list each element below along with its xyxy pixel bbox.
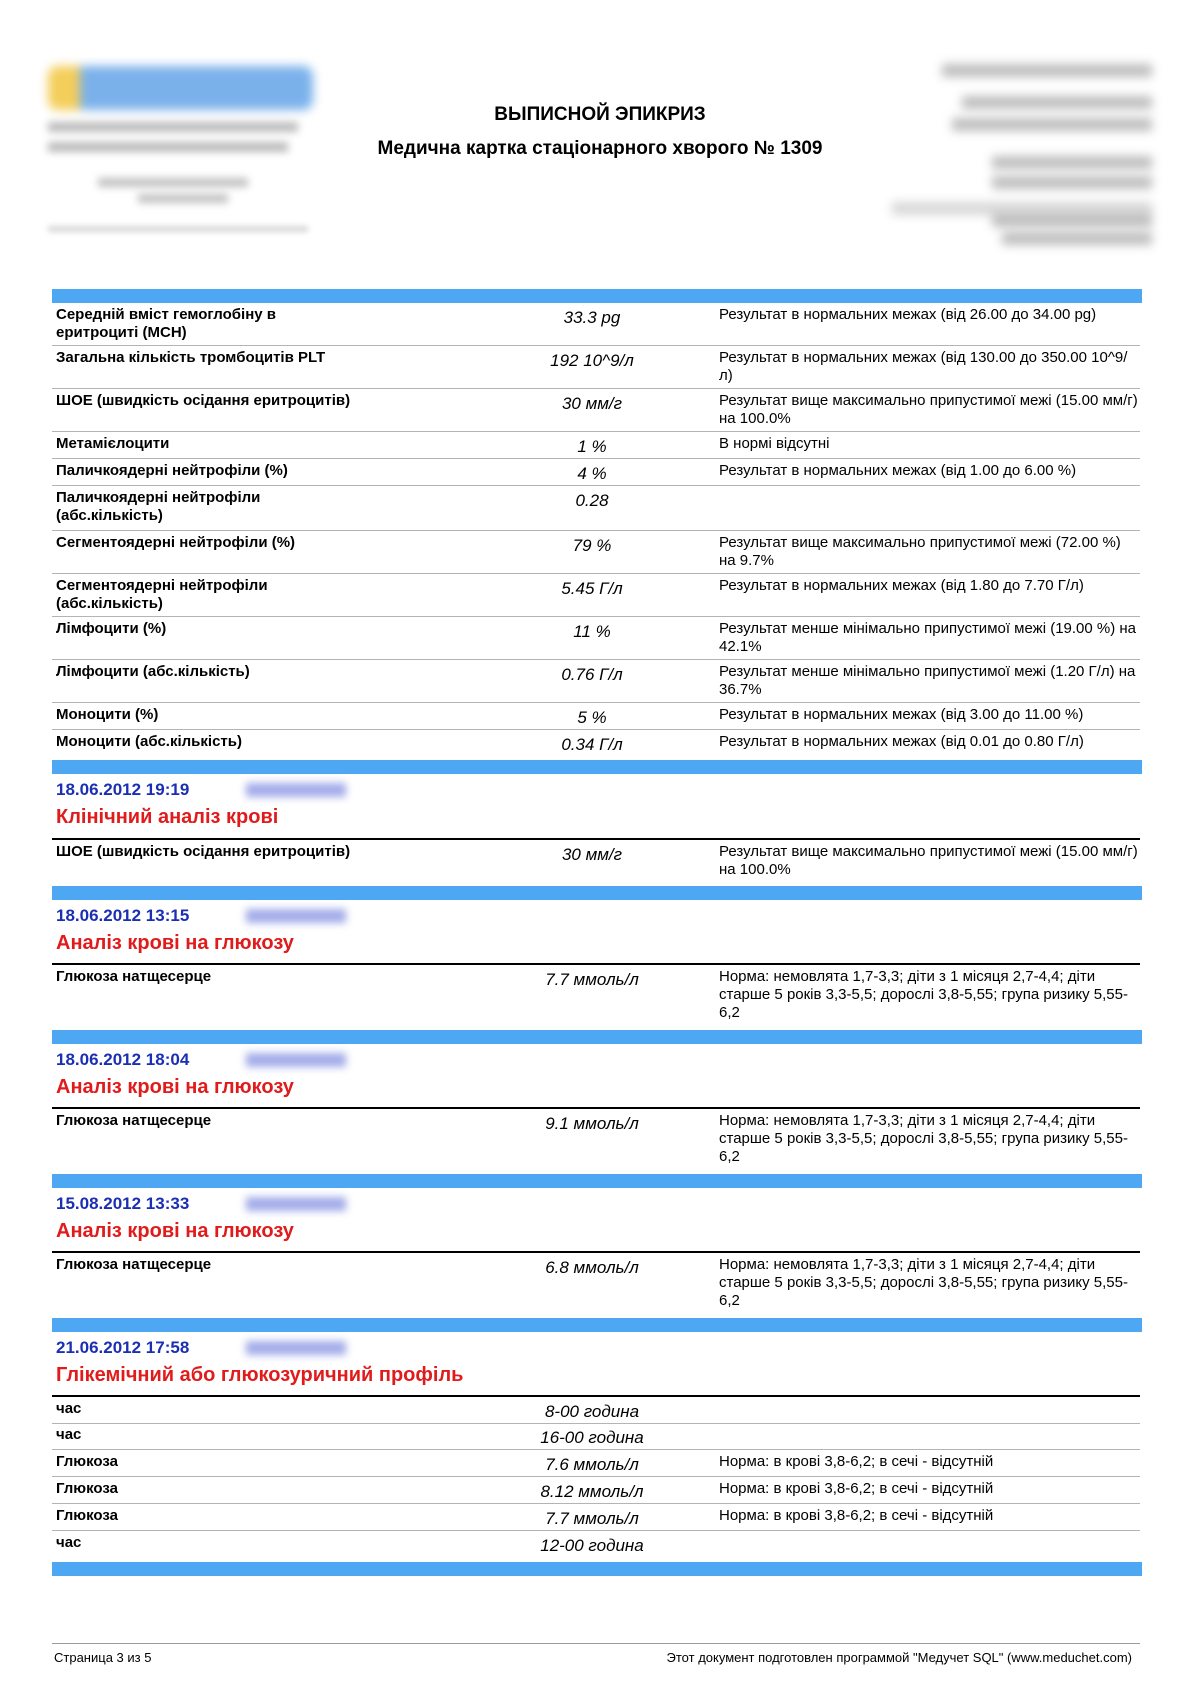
row-value: 7.7 ммоль/л	[545, 1509, 639, 1528]
row-note: Норма: в крові 3,8-6,2; в сечі - відсутній	[719, 1507, 994, 1524]
section-title: Глікемічний або глюкозуричний профіль	[56, 1364, 464, 1386]
row-note: Результат в нормальних межах (від 1.00 до 6.00 %)	[719, 462, 1077, 479]
row-name: Глюкоза натщесерце	[56, 1112, 212, 1129]
row-name: час	[56, 1426, 82, 1443]
row-note: Норма: в крові 3,8-6,2; в сечі - відсутній	[719, 1453, 994, 1470]
table-row	[52, 303, 1140, 346]
row-note: Результат в нормальних межах (від 26.00 до 34.00 pg)	[719, 306, 1097, 323]
section-title: Клінічний аналіз крові	[56, 806, 279, 828]
row-note: Норма: в крові 3,8-6,2; в сечі - відсутній	[719, 1480, 994, 1497]
row-value: 79 %	[572, 536, 612, 555]
row-value: 33.3 pg	[563, 308, 621, 327]
table-row	[52, 574, 1140, 617]
table-row	[52, 346, 1140, 389]
table-row	[52, 1504, 1140, 1531]
page-number: Страница 3 из 5	[54, 1650, 152, 1665]
row-note: В нормі відсутні	[719, 435, 830, 452]
separator-bar	[52, 1318, 1142, 1332]
row-name: Глюкоза натщесерце	[56, 968, 212, 985]
section-datetime: 18.06.2012 18:04	[56, 1050, 190, 1069]
row-name: Моноцити (абс.кількість)	[56, 733, 242, 750]
section-title: Аналіз крові на глюкозу	[56, 1076, 294, 1098]
table-row	[52, 838, 1140, 884]
row-name: Глюкоза	[56, 1507, 118, 1524]
row-value: 0.28	[575, 491, 609, 510]
doctor-name	[246, 1053, 346, 1067]
row-name: Загальна кількість тромбоцитів PLT	[56, 349, 326, 366]
table-row	[52, 730, 1140, 756]
row-note: Результат в нормальних межах (від 1.80 до 7.70 Г/л)	[719, 577, 1084, 594]
row-value: 7.6 ммоль/л	[545, 1455, 639, 1474]
row-name: Паличкоядерні нейтрофіли (абс.кількість)	[56, 489, 261, 524]
footer-divider	[52, 1643, 1140, 1644]
row-note: Результат в нормальних межах (від 0.01 до 0.80 Г/л)	[719, 733, 1084, 750]
row-name: Сегментоядерні нейтрофіли (абс.кількість)	[56, 577, 268, 612]
doctor-name	[246, 783, 346, 797]
row-name: час	[56, 1400, 82, 1417]
row-note: Норма: немовлята 1,7-3,3; діти з 1 місяця 2,7-4,4; діти старше 5 років 3,3-5,5; дорослі 3,8-5,55; група ризику 5,55-6,2	[719, 1256, 1128, 1309]
table-row	[52, 1477, 1140, 1504]
row-note: Норма: немовлята 1,7-3,3; діти з 1 місяця 2,7-4,4; діти старше 5 років 3,3-5,5; дорослі 3,8-5,55; група ризику 5,55-6,2	[719, 968, 1128, 1021]
row-value: 12-00 година	[540, 1536, 644, 1555]
row-note: Результат в нормальних межах (від 3.00 до 11.00 %)	[719, 706, 1084, 723]
row-value: 5.45 Г/л	[561, 579, 623, 598]
document-title: ВЫПИСНОЙ ЭПИКРИЗ	[494, 104, 706, 125]
table-row	[52, 617, 1140, 660]
row-note: Норма: немовлята 1,7-3,3; діти з 1 місяця 2,7-4,4; діти старше 5 років 3,3-5,5; дорослі 3,8-5,55; група ризику 5,55-6,2	[719, 1112, 1128, 1165]
row-value: 11 %	[573, 622, 611, 641]
row-name: Метамієлоцити	[56, 435, 170, 452]
table-row	[52, 660, 1140, 703]
row-name: Сегментоядерні нейтрофіли (%)	[56, 534, 296, 551]
table-row	[52, 459, 1140, 486]
table-row	[52, 1395, 1140, 1424]
row-name: ШОЕ (швидкість осідання еритроцитів)	[56, 392, 351, 409]
row-name: Глюкоза натщесерце	[56, 1256, 212, 1273]
row-name: Лімфоцити (абс.кількість)	[56, 663, 250, 680]
row-name: Лімфоцити (%)	[56, 620, 167, 637]
separator-bar	[52, 289, 1142, 303]
footer-note: Этот документ подготовлен программой "Медучет SQL" (www.meduchet.com)	[666, 1650, 1132, 1665]
separator-bar	[52, 1562, 1142, 1576]
row-value: 30 мм/г	[561, 394, 623, 413]
section-datetime: 18.06.2012 19:19	[56, 780, 190, 799]
separator-bar	[52, 1174, 1142, 1188]
row-name: Глюкоза	[56, 1453, 118, 1470]
row-name: ШОЕ (швидкість осідання еритроцитів)	[56, 843, 351, 860]
table-row	[52, 389, 1140, 432]
row-note: Результат менше мінімально припустимої межі (19.00 %) на 42.1%	[719, 620, 1137, 655]
row-value: 8-00 година	[544, 1402, 640, 1421]
doctor-name	[246, 1341, 346, 1355]
row-value: 9.1 ммоль/л	[545, 1114, 639, 1133]
section-datetime: 15.08.2012 13:33	[56, 1194, 190, 1213]
separator-bar	[52, 760, 1142, 774]
row-note: Результат в нормальних межах (від 130.00 до 350.00 10^9/л)	[719, 349, 1128, 384]
row-value: 0.76 Г/л	[561, 665, 623, 684]
row-value: 6.8 ммоль/л	[545, 1258, 639, 1277]
doctor-name	[246, 909, 346, 923]
separator-bar	[52, 1030, 1142, 1044]
row-value: 1 %	[577, 437, 607, 456]
table-row	[52, 1107, 1140, 1173]
row-name: час	[56, 1534, 82, 1551]
row-name: Моноцити (%)	[56, 706, 159, 723]
separator-bar	[52, 886, 1142, 900]
row-note: Результат вище максимально припустимої межі (72.00 %) на 9.7%	[719, 534, 1121, 569]
table-row	[52, 963, 1140, 1029]
table-row	[52, 703, 1140, 730]
row-note: Результат вище максимально припустимої межі (15.00 мм/г) на 100.0%	[719, 843, 1138, 878]
section-datetime: 18.06.2012 13:15	[56, 906, 190, 925]
table-row	[52, 1423, 1140, 1450]
row-name: Паличкоядерні нейтрофіли (%)	[56, 462, 288, 479]
document-subtitle: Медична картка стаціонарного хворого № 1309	[377, 138, 823, 159]
row-value: 30 мм/г	[561, 845, 623, 864]
row-note: Результат менше мінімально припустимої межі (1.20 Г/л) на 36.7%	[719, 663, 1136, 698]
row-name: Середній вміст гемоглобіну в еритроциті (MCH)	[56, 306, 277, 341]
row-note: Результат вище максимально припустимої межі (15.00 мм/г) на 100.0%	[719, 392, 1138, 427]
row-value: 7.7 ммоль/л	[545, 970, 639, 989]
row-value: 16-00 година	[540, 1428, 644, 1447]
table-row	[52, 486, 1140, 531]
row-value: 5 %	[577, 708, 607, 727]
doctor-name	[246, 1197, 346, 1211]
section-title: Аналіз крові на глюкозу	[56, 1220, 294, 1242]
section-datetime: 21.06.2012 17:58	[56, 1338, 190, 1357]
table-row	[52, 531, 1140, 574]
table-row	[52, 1450, 1140, 1477]
table-row	[52, 432, 1140, 459]
table-row	[52, 1251, 1140, 1317]
row-value: 0.34 Г/л	[561, 735, 623, 754]
row-value: 8.12 ммоль/л	[540, 1482, 644, 1501]
table-row	[52, 1531, 1140, 1557]
row-value: 192 10^9/л	[550, 351, 634, 370]
row-value: 4 %	[577, 464, 607, 483]
row-name: Глюкоза	[56, 1480, 118, 1497]
section-title: Аналіз крові на глюкозу	[56, 932, 294, 954]
